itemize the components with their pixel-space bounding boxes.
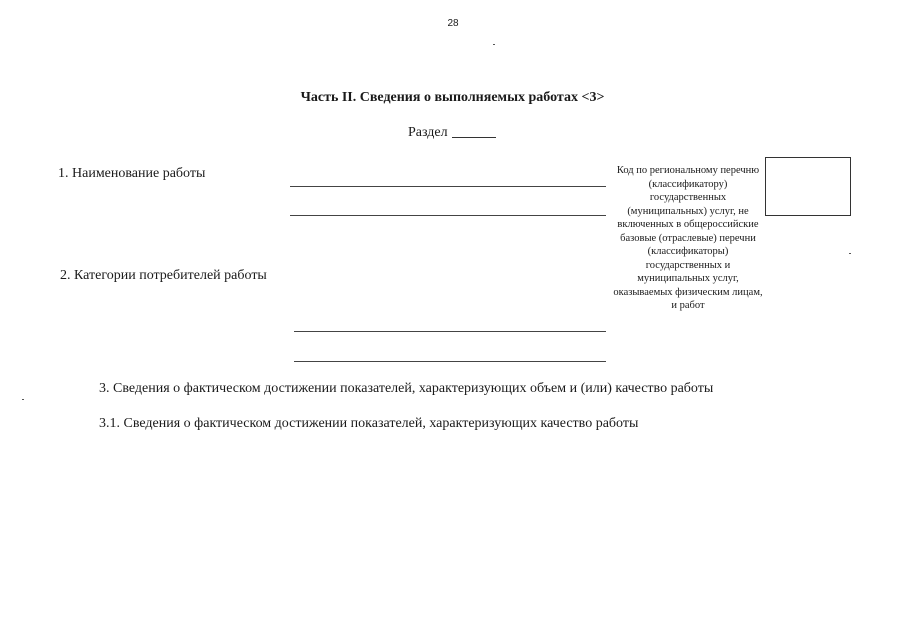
scan-speck	[849, 253, 851, 254]
consumer-category-line-2[interactable]	[294, 361, 606, 362]
page-number: 28	[447, 18, 459, 29]
section-3-1-heading: 3.1. Сведения о фактическом достижении показателей, характеризующих качество работы	[99, 416, 639, 431]
section-number-blank[interactable]	[452, 137, 496, 138]
scan-speck	[22, 399, 24, 400]
consumer-category-label: 2. Категории потребителей работы	[60, 268, 267, 283]
work-name-label: 1. Наименование работы	[58, 166, 206, 181]
part-title: Часть II. Сведения о выполняемых работах <3>	[300, 90, 605, 105]
scan-speck	[493, 44, 495, 45]
work-name-line-1[interactable]	[290, 186, 606, 187]
section-label-row	[408, 125, 496, 141]
code-box[interactable]	[765, 157, 851, 216]
consumer-category-line-1[interactable]	[294, 331, 606, 332]
section-3-heading: 3. Сведения о фактическом достижении показателей, характеризующих объем и (или) качество работы	[99, 381, 714, 396]
section-label: Раздел	[408, 125, 448, 140]
code-description: Код по региональному перечню (классификатору) государственных (муниципальных) услуг, не включенных в общероссийские базовые (отраслевые) перечни (классификаторы) государственных и муниципальных услуг, оказываемых физическим лицам, и работ	[613, 165, 763, 311]
work-name-line-2[interactable]	[290, 215, 606, 216]
